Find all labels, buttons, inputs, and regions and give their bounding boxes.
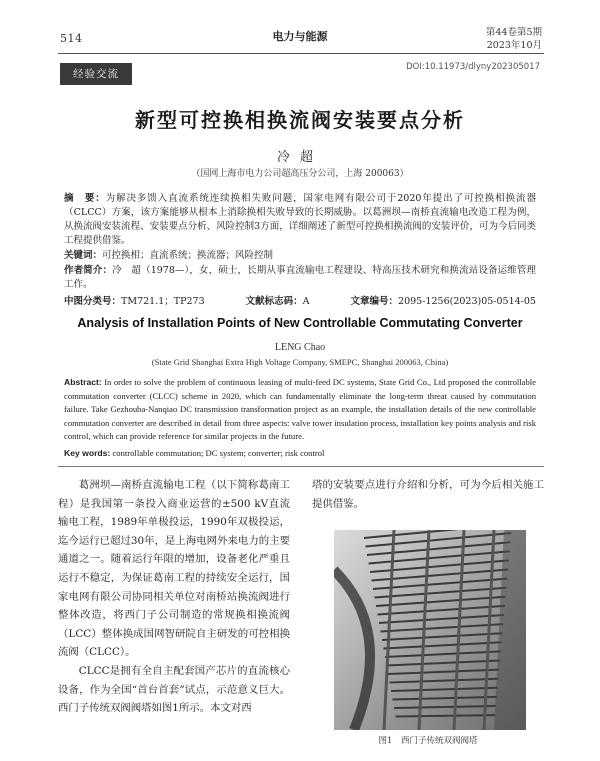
journal-name: 电力与能源 xyxy=(272,30,328,43)
issue-info xyxy=(486,26,542,52)
abstract-chinese xyxy=(64,192,536,249)
keywords-chinese xyxy=(64,249,536,263)
abstract-en-text: In order to solve the problem of continuous leasing of multi-feed DC systems, State Grid Co., Ltd proposed the controllable commutation converter (CLCC) scheme in 2020, which can fundamentally eliminate the long-term threat caused by commutation failure. Take Gezhouba-Nanqiao DC transmission transformation project as an example, the installation details of the new controllable commutation converter are described in detail from three aspects: valve tower insulation process, installation key points analysis and risk control, which can provide reference for similar projects in the future. xyxy=(64,377,536,442)
affiliation-english: (State Grid Shanghai Extra High Voltage Company, SMEPC, Shanghai 200063, China) xyxy=(151,357,449,367)
issue-date: 2023年10月 xyxy=(486,40,542,51)
valve-tier-line xyxy=(396,715,496,716)
keywords-en-text: controllable commutation; DC system; converter; risk control xyxy=(110,448,325,458)
body-paragraph: 葛洲坝—南桥直流输电工程（以下简称葛南工程）是我国第一条投入商业运营的±500 kV直流输电工程，1989年单极投运，1990年双极投运，迄今运行已超过30年，是上海电网外来电力的主要通道之一。随着运行年限的增加，设备老化严重且运行不稳定，为保证葛南工程的持续安全运行，国家电网有限公司协同相关单位对南桥站换流阀进行整体改造，将西门子公司制造的常规换相换流阀（LCC）整体换成国网智研院自主研发的可控相换流阀（CLCC）。 xyxy=(58,479,290,659)
bio-text: 冷 超（1978—），女，硕士，长期从事直流输电工程建设、特高压技术研究和换流站设备运维管理工作。 xyxy=(64,265,536,290)
abstract-label: 摘 要： xyxy=(64,193,106,204)
affiliation-chinese: （国网上海市电力公司超高压分公司，上海 200063） xyxy=(191,169,409,179)
keywords-english xyxy=(64,448,536,458)
doi[interactable]: DOI:10.11973/dlyny202305017 xyxy=(406,62,540,72)
author-chinese: 冷超 xyxy=(276,150,323,165)
keywords-label: 关键词： xyxy=(64,250,103,261)
header-rule xyxy=(58,53,544,54)
abstract-en-label: Abstract: xyxy=(64,377,102,387)
author-english: LENG Chao xyxy=(274,342,326,353)
clc-number: 中图分类号：TM721.1；TP273 xyxy=(64,296,205,307)
title-english: Analysis of Installation Points of New Controllable Commutating Converter xyxy=(77,316,523,330)
figure-caption: 图1 西门子传统双阀阀塔 xyxy=(378,736,478,746)
section-tag: 经验交流 xyxy=(60,63,132,85)
abstract-english xyxy=(64,376,536,446)
author-bio xyxy=(64,264,536,292)
body-paragraph-continued: 塔的安装要点进行介绍和分析，可为今后相关施工提供借鉴。 xyxy=(312,479,544,510)
body-paragraph: CLCC是拥有全自主配套国产芯片的直流核心设备，作为全国“首台首套”试点，示范意义巨大。西门子传统双阀阀塔如图1所示。本文对西 xyxy=(58,664,290,715)
classification-line xyxy=(64,293,536,307)
document-code: 文献标志码：A xyxy=(245,296,310,307)
page-number: 514 xyxy=(60,32,83,45)
abstract-text: 为解决多馈入直流系统连续换相失败问题，国家电网有限公司于2020年提出了可控换相换流器（CLCC）方案，该方案能够从根本上消除换相失败导致的长期威胁。以葛洲坝—南桥直流输电改造工程为例，从换流阀安装流程、安装要点分析、风险控制3方面，详细阐述了新型可控换相换流阀的安装评价，可为今后同类工程提供借鉴。 xyxy=(64,193,536,246)
section-divider xyxy=(58,466,544,467)
bio-label: 作者简介： xyxy=(64,265,113,276)
body-column-left xyxy=(58,476,290,718)
body-column-right xyxy=(312,476,544,513)
volume-issue: 第44卷第5期 xyxy=(485,27,542,38)
valve-tower-photo xyxy=(334,530,526,730)
keywords-text: 可控换相；直流系统；换流器；风险控制 xyxy=(102,250,274,261)
article-number: 文章编号：2095-1256(2023)05-0514-05 xyxy=(350,296,536,307)
keywords-en-label: Key words: xyxy=(64,448,111,458)
title-chinese: 新型可控换相换流阀安装要点分析 xyxy=(135,108,465,132)
